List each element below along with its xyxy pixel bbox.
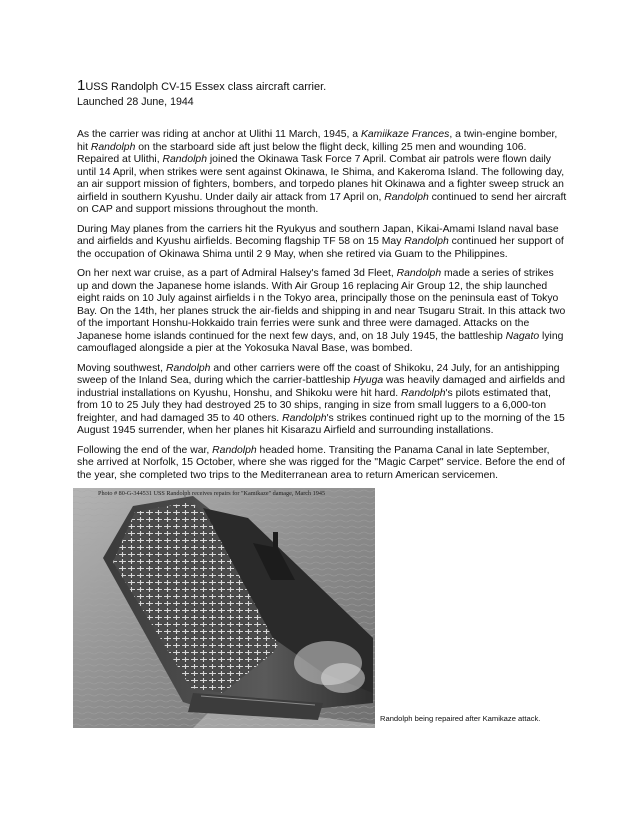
text-run: continued to send her aircraft on CAP and support missions throughout the month. <box>77 191 567 215</box>
italic-text: Hyuga <box>353 375 384 386</box>
text-run: 's pilots estimated that, from 10 to 25 July they had destroyed 25 to 30 ships, ranging in size from small luggers to a 6,000-ton freighter, and had damaged 35 to 40 others. <box>77 387 551 424</box>
italic-text: Randolph <box>401 387 446 399</box>
article-body <box>77 129 567 489</box>
italic-text: Randolph <box>404 236 449 247</box>
text-run: Following the end of the war, <box>77 444 213 456</box>
text-run: During May planes from the carriers hit the Ryukyus and southern Japan, Kikai-Amami Island naval base and airfields and Kyushu airfields. Becoming flagship TF 58 on 15 May <box>77 223 559 247</box>
italic-text: Randolph <box>384 191 429 203</box>
body-paragraph <box>77 363 567 438</box>
body-paragraph <box>77 129 567 217</box>
photo-caption-top: Photo # 80-G-344531 USS Randolph receives repairs for "Kamikaze" damage, March 1945 <box>98 490 326 497</box>
italic-text: Nagato <box>505 330 540 342</box>
text-run: and other carriers were off the coast of Shikoku, 24 July, for an antishipping sweep of the Inland Sea, during which the carrier-battleship <box>77 362 560 386</box>
text-run: Moving southwest, <box>77 362 166 374</box>
body-paragraph <box>77 268 567 356</box>
text-run: On her next war cruise, as a part of Admiral Halsey's famed 3d Fleet, <box>77 268 397 279</box>
text-run: was heavily damaged and airfields and industrial installations on Kyushu, Honshu, and Shikoku were hit hard. <box>77 375 566 399</box>
text-run: continued her support of the occupation of Okinawa Shima until 2 9 May, when she retired via Guam to the Philippines. <box>77 236 564 260</box>
italic-text: Randolph <box>396 268 442 279</box>
launch-date: Launched 28 June, 1944 <box>77 96 194 108</box>
text-run: , a twin-engine bomber, hit <box>77 129 558 153</box>
body-paragraph <box>77 224 567 262</box>
italic-text: Randolph <box>165 362 211 374</box>
italic-text: Randolph <box>212 444 257 456</box>
carrier-photo <box>73 488 375 728</box>
text-run: joined the Okinawa Task Force 7 April. Combat air patrols were flown daily until 14 April, when strikes were sent against Okinawa, Ie Shima, and Kakeroma Island. The following day, an air support mission of fighters, bombers, and torpedo planes hit Okinawa and a fighter sweep struck an airfield in southern Kyushu. Under daily air attack from 17 April on, <box>77 154 565 203</box>
body-paragraph <box>77 445 567 483</box>
title-text: USS Randolph CV-15 Essex class aircraft carrier. <box>85 81 327 93</box>
text-run: made a series of strikes up and down the Japanese home islands. With Air Group 16 replacing Air Group 12, the ship launched eight raids on 10 July against airfields i n the Tokyo area, principally those on the peninsula east of Tokyo Bay. On the 14th, her planes struck the air-fields and shipping in and near Tsugaru Strait. In this attack two of the important Honshu-Hokkaido train ferries were sunk and three were damaged. Attacks on the Japanese home islands continued for the next few days, and, on 18 July 1945, the battleship <box>77 268 566 342</box>
text-run: headed home. Transiting the Panama Canal in late September, she arrived at Norfolk, 15 October, where she was rigged for the "Magic Carpet" service. Before the end of the year, she completed two trips to the Mediterranean area to return American servicemen. <box>77 444 565 481</box>
italic-text: Randolph <box>282 412 327 424</box>
text-run: on the starboard side aft just below the flight deck, killing 25 men and wounding 106. Repaired at Ulithi, <box>77 141 527 165</box>
text-run: lying camouflaged alongside a pier at the Yokosuka Naval Base, was bombed. <box>77 330 564 354</box>
italic-text: Randolph <box>90 141 136 153</box>
text-run: 's strikes continued right up to the morning of the 15 August 1945 surrender, when her planes hit Kisarazu Airfield and surrounding installations. <box>77 412 565 436</box>
title-number: 1 <box>77 77 86 94</box>
document-title <box>77 79 326 94</box>
photo-caption: Randolph being repaired after Kamikaze attack. <box>380 714 541 723</box>
aircraft-carrier-photo-icon <box>73 488 375 728</box>
text-run: As the carrier was riding at anchor at Ulithi 11 March, 1945, a <box>77 129 361 140</box>
italic-text: Randolph <box>162 154 207 165</box>
italic-text: Kamiikaze Frances <box>360 129 450 140</box>
